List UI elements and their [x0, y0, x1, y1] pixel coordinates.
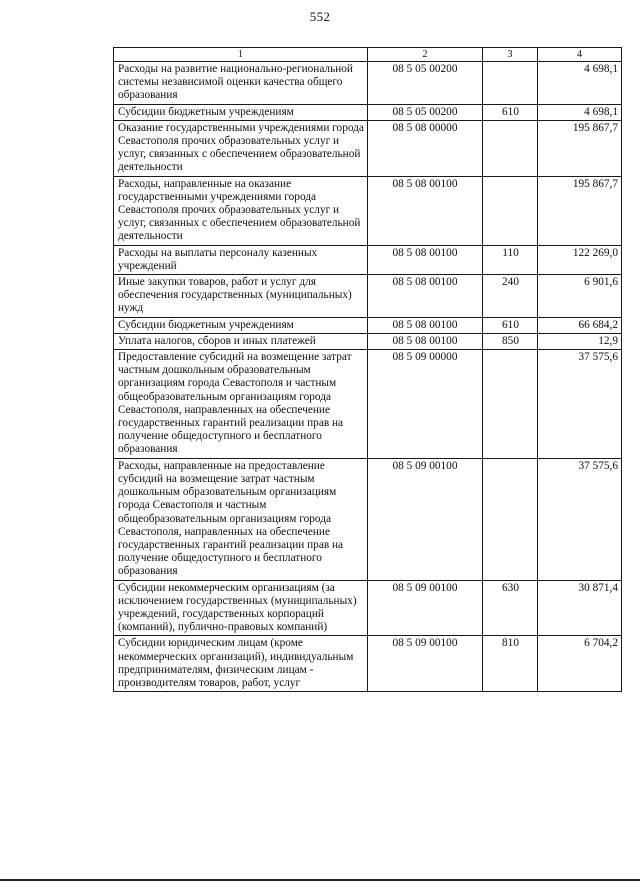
table-row: [114, 580, 622, 636]
row-name: Субсидии бюджетным учреждениям: [114, 104, 368, 120]
row-vr: 610: [483, 104, 538, 120]
row-name: Субсидии некоммерческим организациям (за исключением государственных (муниципальных) учреждений, государственных корпораций (компаний), публично-правовых компаний): [114, 580, 368, 636]
row-name: Предоставление субсидий на возмещение затрат частным дошкольным образовательным организациям города Севастополя и частным общеобразовательным организациям города Севастополя, направленных на обеспечение государственных гарантий реализации прав на получение общедоступного и бесплатного образования: [114, 350, 368, 459]
row-vr: 810: [483, 636, 538, 692]
table-body: [114, 62, 622, 692]
row-vr: 630: [483, 580, 538, 636]
column-header-4: 4: [538, 48, 622, 62]
row-name: Субсидии бюджетным учреждениям: [114, 317, 368, 333]
table-row: [114, 458, 622, 580]
row-code: 08 5 09 00100: [368, 458, 483, 580]
row-vr: [483, 120, 538, 176]
page-bottom-edge: [0, 879, 640, 881]
table-row: [114, 176, 622, 245]
table-row: [114, 275, 622, 318]
budget-table: [113, 47, 622, 692]
row-name: Иные закупки товаров, работ и услуг для обеспечения государственных (муниципальных) нужд: [114, 275, 368, 318]
row-vr: [483, 62, 538, 105]
row-vr: [483, 350, 538, 459]
row-code: 08 5 05 00200: [368, 62, 483, 105]
row-name: Оказание государственными учреждениями города Севастополя прочих образовательных услуг и услуг, связанных с обеспечением образовательной деятельности: [114, 120, 368, 176]
row-vr: 850: [483, 333, 538, 349]
row-code: 08 5 08 00100: [368, 317, 483, 333]
row-amount: 66 684,2: [538, 317, 622, 333]
table-row: [114, 245, 622, 274]
table-row: [114, 636, 622, 692]
row-amount: 6 901,6: [538, 275, 622, 318]
table-row: [114, 120, 622, 176]
row-vr: [483, 176, 538, 245]
table-row: [114, 350, 622, 459]
column-header-3: 3: [483, 48, 538, 62]
row-amount: 122 269,0: [538, 245, 622, 274]
row-code: 08 5 09 00100: [368, 636, 483, 692]
row-name: Расходы на развитие национально-региональной системы независимой оценки качества общего образования: [114, 62, 368, 105]
row-name: Расходы, направленные на оказание государственными учреждениями города Севастополя прочих образовательных услуг и услуг, связанных с обеспечением образовательной деятельности: [114, 176, 368, 245]
table-row: [114, 317, 622, 333]
row-amount: 37 575,6: [538, 350, 622, 459]
row-code: 08 5 08 00100: [368, 176, 483, 245]
column-header-1: 1: [114, 48, 368, 62]
row-vr: 610: [483, 317, 538, 333]
row-amount: 37 575,6: [538, 458, 622, 580]
column-header-2: 2: [368, 48, 483, 62]
page-number: 552: [309, 9, 331, 24]
row-vr: 110: [483, 245, 538, 274]
row-amount: 4 698,1: [538, 62, 622, 105]
row-code: 08 5 05 00200: [368, 104, 483, 120]
row-name: Уплата налогов, сборов и иных платежей: [114, 333, 368, 349]
row-amount: 30 871,4: [538, 580, 622, 636]
row-vr: 240: [483, 275, 538, 318]
table-row: [114, 104, 622, 120]
table-row: [114, 62, 622, 105]
row-amount: 6 704,2: [538, 636, 622, 692]
row-amount: 4 698,1: [538, 104, 622, 120]
row-code: 08 5 09 00100: [368, 580, 483, 636]
row-code: 08 5 09 00000: [368, 350, 483, 459]
row-amount: 195 867,7: [538, 120, 622, 176]
row-code: 08 5 08 00100: [368, 245, 483, 274]
table-row: [114, 333, 622, 349]
table-header-row: [114, 48, 622, 62]
row-name: Расходы, направленные на предоставление субсидий на возмещение затрат частным дошкольным образовательным организациям города Севастополя и частным общеобразовательным организациям города Севастополя, направленных на обеспечение государственных гарантий реализации прав на получение общедоступного и бесплатного образования: [114, 458, 368, 580]
row-code: 08 5 08 00100: [368, 333, 483, 349]
row-name: Субсидии юридическим лицам (кроме некоммерческих организаций), индивидуальным предпринимателям, физическим лицам - производителям товаров, работ, услуг: [114, 636, 368, 692]
row-vr: [483, 458, 538, 580]
row-name: Расходы на выплаты персоналу казенных учреждений: [114, 245, 368, 274]
row-amount: 12,9: [538, 333, 622, 349]
row-code: 08 5 08 00000: [368, 120, 483, 176]
row-amount: 195 867,7: [538, 176, 622, 245]
row-code: 08 5 08 00100: [368, 275, 483, 318]
